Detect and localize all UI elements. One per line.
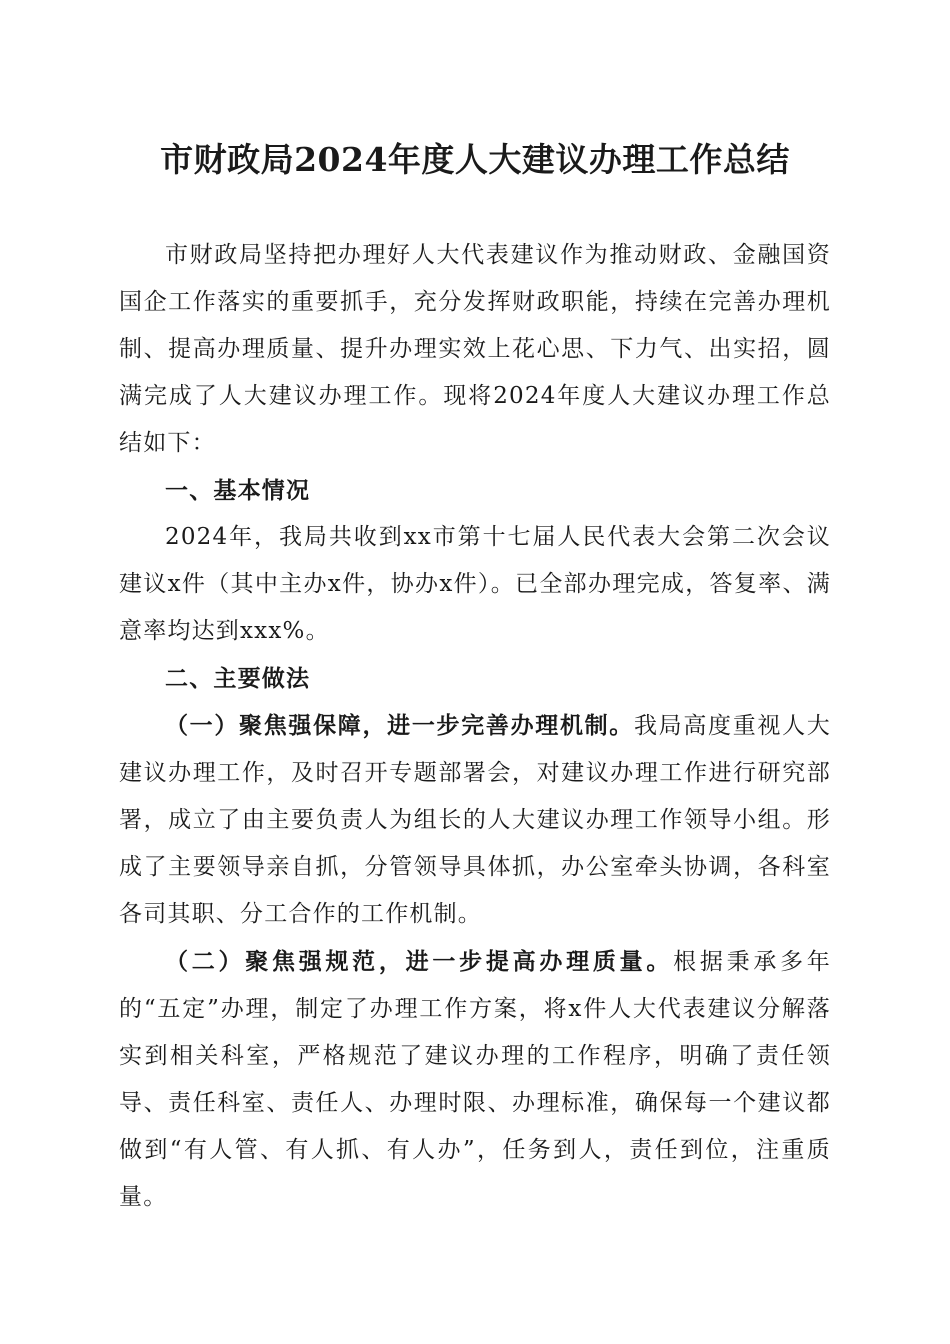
practice-2-text: 根据秉承多年的“五定”办理，制定了办理工作方案，将x件人大代表建议分解落实到相关科室，严格规范了建议办理的工作程序，明确了责任领导、责任科室、责任人、办理时限、办理标准，确保每一个建议都做到“有人管、有人抓、有人办”，任务到人，责任到位，注重质量。 bbox=[119, 949, 831, 1210]
practice-1-lead: （一）聚焦强保障，进一步完善办理机制。 bbox=[165, 712, 634, 739]
document-title: 市财政局2024年度人大建议办理工作总结 bbox=[160, 140, 790, 179]
basic-situation-paragraph: 2024年，我局共收到xx市第十七届人民代表大会第二次会议建议x件（其中主办x件，协办x件）。已全部办理完成，答复率、满意率均达到xxx%。 bbox=[119, 524, 831, 644]
document-body bbox=[119, 232, 831, 1221]
section-heading-basic-situation: 一、基本情况 bbox=[165, 477, 311, 504]
practice-paragraph-1 bbox=[119, 702, 831, 938]
intro-paragraph: 市财政局坚持把办理好人大代表建议作为推动财政、金融国资国企工作落实的重要抓手，充分发挥财政职能，持续在完善办理机制、提高办理质量、提升办理实效上花心思、下力气、出实招，圆满完成了人大建议办理工作。现将2024年度人大建议办理工作总结如下： bbox=[119, 242, 831, 456]
practice-1-text: 我局高度重视人大建议办理工作，及时召开专题部署会，对建议办理工作进行研究部署，成立了由主要负责人为组长的人大建议办理工作领导小组。形成了主要领导亲自抓，分管领导具体抓，办公室牵头协调，各科室各司其职、分工合作的工作机制。 bbox=[119, 713, 831, 927]
practice-paragraph-2 bbox=[119, 938, 831, 1221]
practice-2-lead: （二）聚焦强规范，进一步提高办理质量。 bbox=[165, 948, 674, 975]
section-heading-main-practices: 二、主要做法 bbox=[165, 665, 311, 692]
